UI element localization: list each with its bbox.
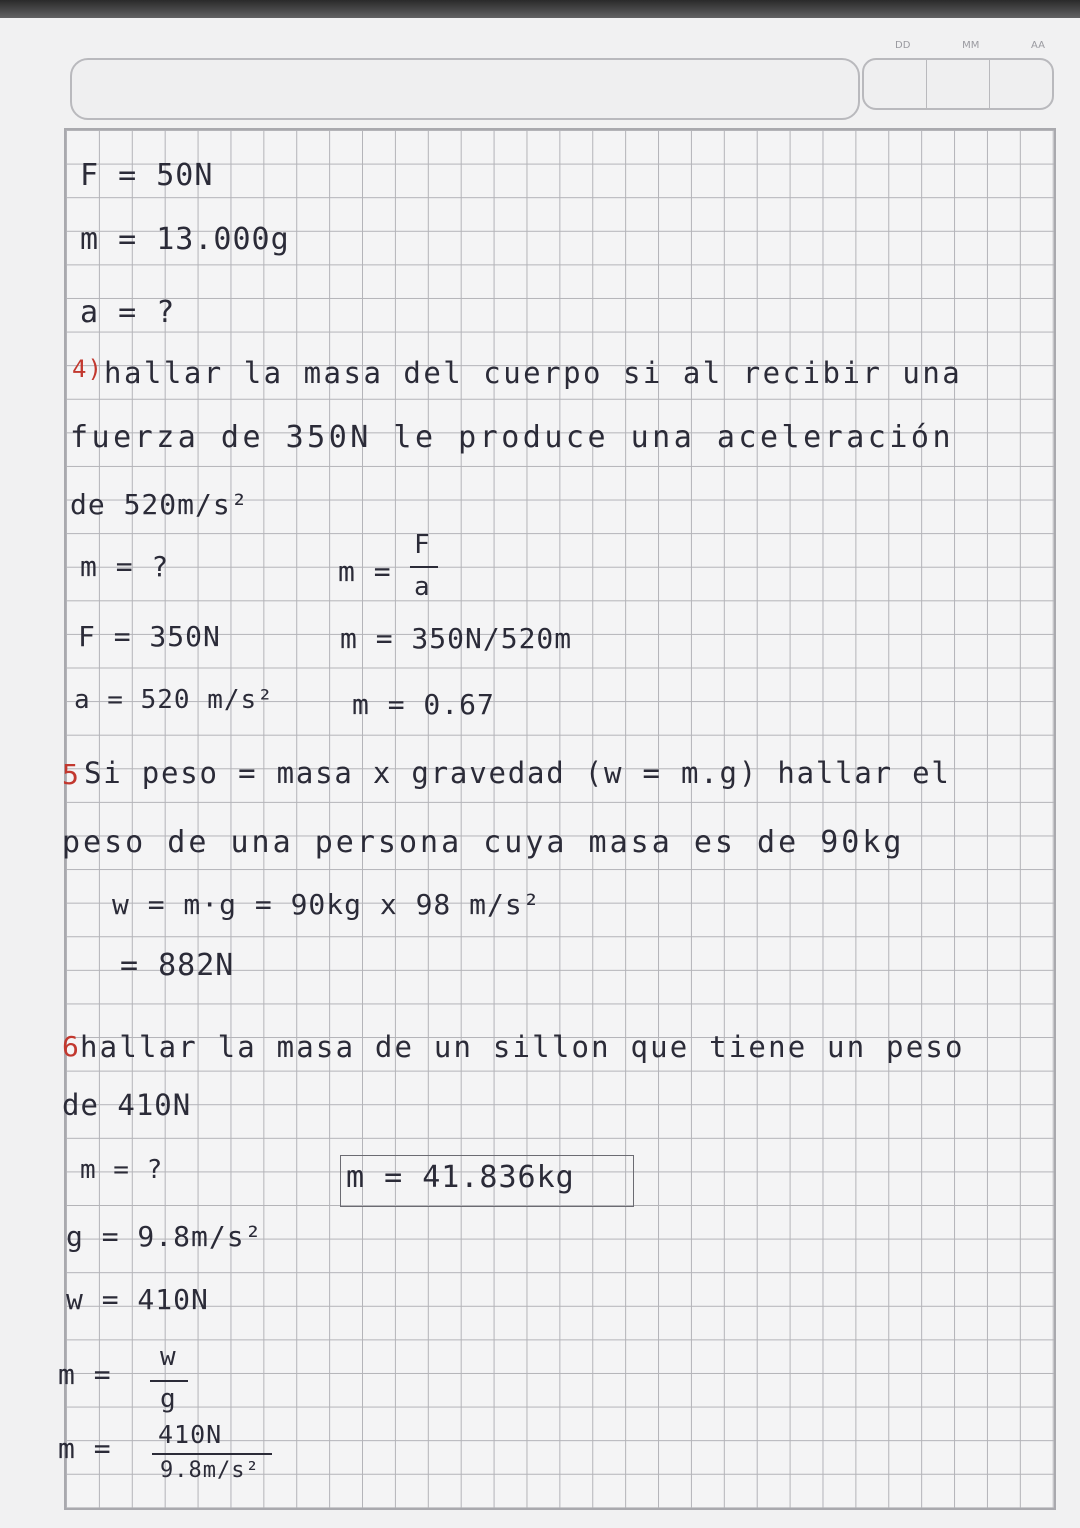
mass-substitution: m = 350N/520m [340,622,573,655]
mass-formula-denominator: a [414,572,431,602]
problem-6-text-line-1: hallar la masa de un sillon que tiene un peso [80,1030,965,1064]
problem-4-text-line-2: fuerza de 350N le produce una aceleración [70,420,955,455]
sofa-weight: w = 410N [66,1283,209,1316]
problem-6-text-line-2: de 410N [62,1088,192,1122]
date-label-month: MM [962,40,980,51]
date-label-day: DD [895,40,911,51]
sofa-mass-substitution-left: m = [58,1432,112,1465]
boxed-answer: m = 41.836kg [346,1160,575,1195]
mass-formula-fraction-bar [410,566,438,568]
problem-4-text-line-1: hallar la masa del cuerpo si al recibir una [104,356,963,390]
date-cell-year [990,60,1052,108]
problem-5-text-line-1: Si peso = masa x gravedad (w = m.g) hallar el [84,756,951,790]
sofa-mass-formula-denominator: g [160,1384,177,1414]
sofa-mass-substitution-fraction-bar [152,1453,272,1455]
sofa-mass-formula-left: m = [58,1358,112,1391]
force-350: F = 350N [78,620,221,653]
problem-5-text-line-2: peso de una persona cuya masa es de 90kg [62,825,905,860]
date-label-year: AA [1031,40,1045,51]
weight-result: = 882N [120,948,235,983]
given-mass: m = 13.000g [80,222,290,257]
sofa-mass-substitution-numerator: 410N [158,1420,223,1449]
mass-formula-left: m = [338,555,392,588]
problem-5-number: 5 [62,758,80,791]
unknown-acceleration: a = ? [80,295,176,330]
mass-result: m = 0.67 [352,688,495,721]
date-field [862,58,1054,110]
date-labels [895,40,1045,51]
sofa-mass-formula-numerator: w [160,1342,177,1372]
mass-formula-numerator: F [414,530,431,560]
problem-4-number: 4) [72,355,103,383]
sofa-mass-unknown: m = ? [80,1155,164,1185]
problem-6-number: 6 [62,1030,80,1063]
date-cell-day [864,60,927,108]
title-field [70,58,860,120]
acceleration-520: a = 520 m/s² [74,685,274,715]
mass-unknown: m = ? [80,550,170,583]
date-cell-month [927,60,990,108]
sofa-mass-substitution-denominator: 9.8m/s² [160,1458,260,1483]
gravity-value: g = 9.8m/s² [66,1220,263,1253]
weight-calculation: w = m·g = 90kg x 98 m/s² [112,888,541,921]
problem-4-text-line-3: de 520m/s² [70,488,249,521]
given-force: F = 50N [80,158,214,193]
grid-paper [64,128,1056,1510]
sofa-mass-fraction-bar [150,1380,188,1382]
